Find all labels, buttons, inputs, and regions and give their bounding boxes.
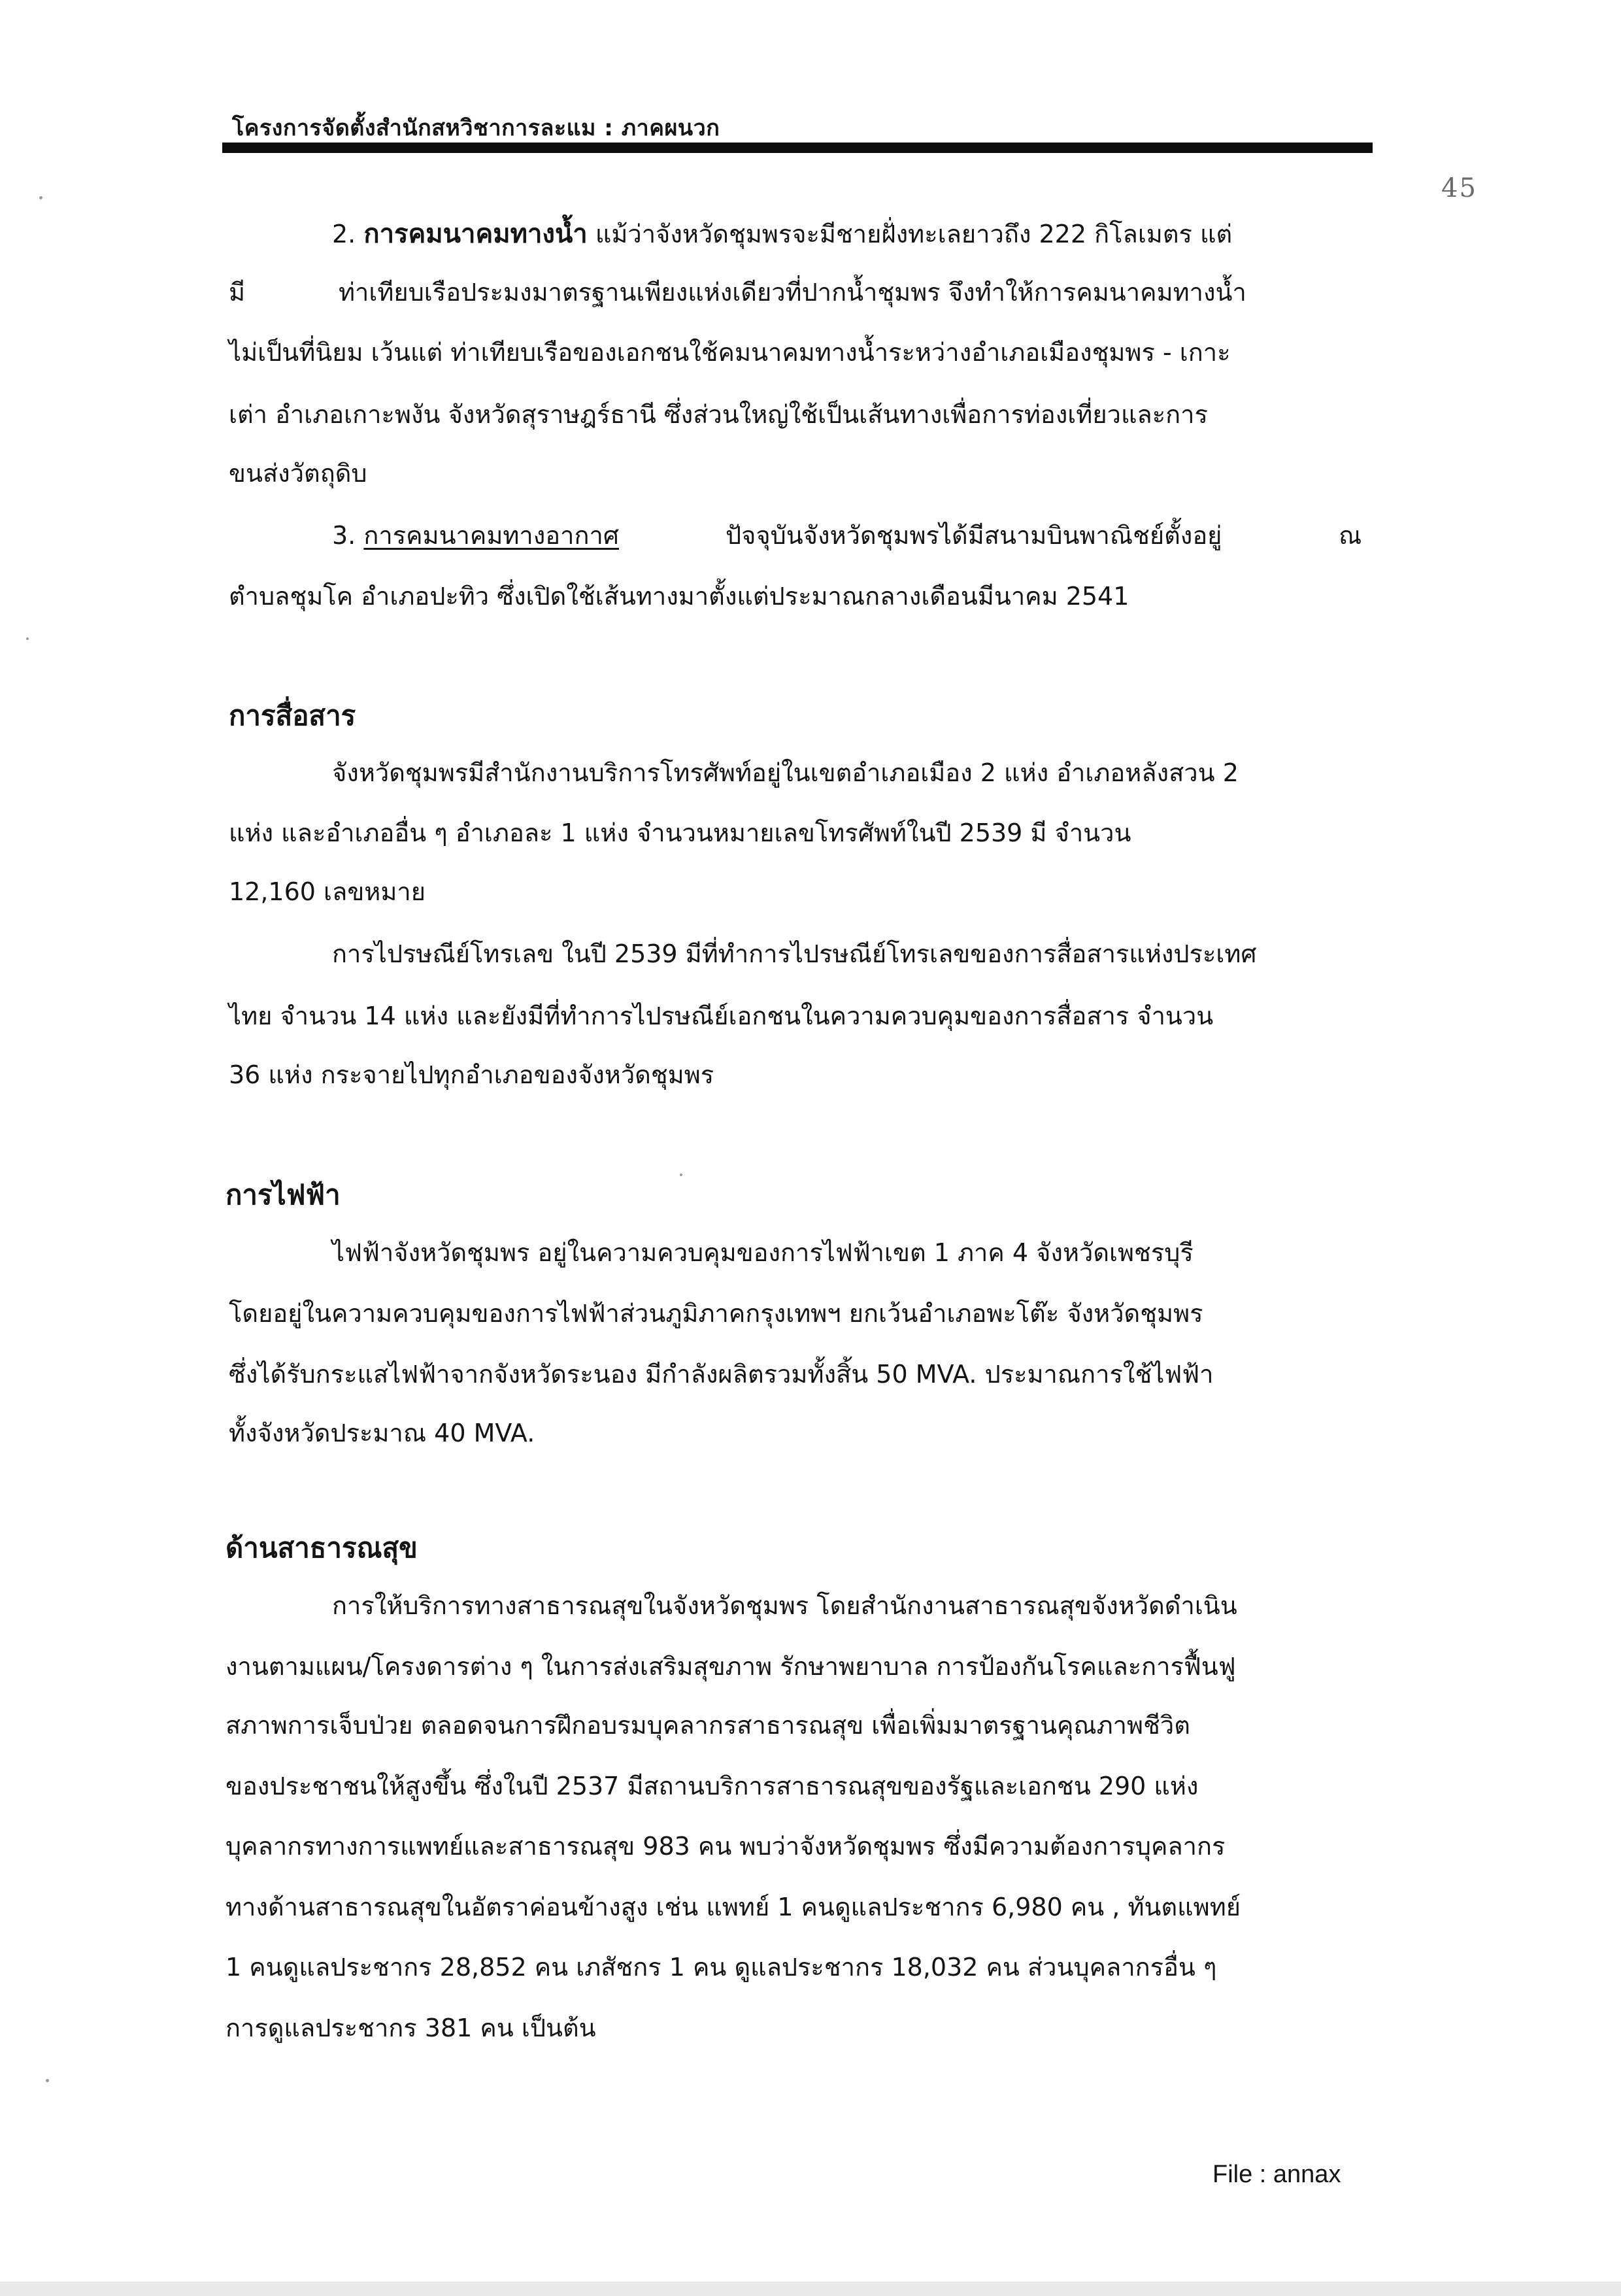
air-transport-line-1 bbox=[332, 523, 619, 548]
communication-p1-line-1: จังหวัดชุมพรมีสำนักงานบริการโทรศัพท์อยู่ในเขตอำเภอเมือง 2 แห่ง อำเภอหลังสวน 2 bbox=[332, 758, 1239, 787]
electricity-line-3: ซึ่งได้รับกระแสไฟฟ้าจากจังหวัดระนอง มีกำลังผลิตรวมทั้งสิ้น 50 MVA. ประมาณการใช้ไฟฟ้า bbox=[229, 1360, 1214, 1389]
item-number: 3. bbox=[332, 521, 356, 550]
running-header: โครงการจัดตั้งสำนักสหวิชาการละแม : ภาคผนวก bbox=[232, 115, 720, 141]
water-transport-line-2a: มี bbox=[229, 278, 246, 307]
water-transport-title: การคมนาคมทางน้ำ bbox=[363, 219, 588, 249]
electricity-heading: การไฟฟ้า bbox=[226, 1179, 341, 1211]
electricity-line-1: ไฟฟ้าจังหวัดชุมพร อยู่ในความควบคุมของการไฟฟ้าเขต 1 ภาค 4 จังหวัดเพชรบุรี bbox=[332, 1238, 1194, 1267]
water-transport-line-1 bbox=[332, 221, 1232, 247]
public-health-line-7: 1 คนดูแลประชากร 28,852 คน เภสัชกร 1 คน ดูแลประชากร 18,032 คน ส่วนบุคลากรอื่น ๆ bbox=[226, 1953, 1217, 1982]
scan-speck bbox=[46, 2079, 49, 2082]
public-health-line-5: บุคลากรทางการแพทย์และสาธารณสุข 983 คน พบว่าจังหวัดชุมพร ซึ่งมีความต้องการบุคลากร bbox=[226, 1832, 1226, 1861]
header-rule bbox=[222, 143, 1373, 153]
public-health-line-2: งานตามแผน/โครงดารต่าง ๆ ในการส่งเสริมสุขภาพ รักษาพยาบาล การป้องกันโรคและการฟื้นฟู bbox=[226, 1652, 1236, 1681]
communication-p1-line-2: แห่ง และอำเภออื่น ๆ อำเภอละ 1 แห่ง จำนวนหมายเลขโทรศัพท์ในปี 2539 มี จำนวน bbox=[229, 819, 1131, 847]
water-transport-line-3: ไม่เป็นที่นิยม เว้นแต่ ท่าเทียบเรือของเอกชนใช้คมนาคมทางน้ำระหว่างอำเภอเมืองชุมพร - เกาะ bbox=[229, 338, 1231, 367]
air-transport-text: ปัจจุบันจังหวัดชุมพรได้มีสนามบินพาณิชย์ตั้งอยู่ bbox=[726, 521, 1222, 550]
public-health-line-8: การดูแลประชากร 381 คน เป็นต้น bbox=[226, 2014, 596, 2042]
communication-p2-line-3: 36 แห่ง กระจายไปทุกอำเภอของจังหวัดชุมพร bbox=[229, 1060, 714, 1089]
file-label: File : annax bbox=[1212, 2161, 1341, 2188]
air-transport-title: การคมนาคมทางอากาศ bbox=[363, 521, 619, 550]
electricity-line-2: โดยอยู่ในความควบคุมของการไฟฟ้าส่วนภูมิภาคกรุงเทพฯ ยกเว้นอำเภอพะโต๊ะ จังหวัดชุมพร bbox=[229, 1299, 1203, 1328]
public-health-line-3: สภาพการเจ็บป่วย ตลอดจนการฝึกอบรมบุคลากรสาธารณสุข เพื่อเพิ่มมาตรฐานคุณภาพชีวิต bbox=[226, 1711, 1190, 1740]
item-number: 2. bbox=[332, 220, 356, 248]
electricity-line-4: ทั้งจังหวัดประมาณ 40 MVA. bbox=[229, 1419, 535, 1447]
communication-p2-line-1: การไปรษณีย์โทรเลข ในปี 2539 มีที่ทำการไปรษณีย์โทรเลขของการสื่อสารแห่งประเทศ bbox=[332, 939, 1257, 968]
water-transport-line-4: เต่า อำเภอเกาะพงัน จังหวัดสุราษฎร์ธานี ซึ่งส่วนใหญ่ใช้เป็นเส้นทางเพื่อการท่องเที่ยวและการ bbox=[229, 400, 1208, 429]
water-transport-line-2b: ท่าเทียบเรือประมงมาตรฐานเพียงแห่งเดียวที่ปากน้ำชุมพร จึงทำให้การคมนาคมทางน้ำ bbox=[339, 278, 1246, 307]
page-number: 45 bbox=[1441, 173, 1477, 203]
scan-speck bbox=[680, 1173, 682, 1176]
air-transport-text-end: ณ bbox=[1339, 521, 1362, 550]
public-health-heading: ด้านสาธารณสุข bbox=[226, 1532, 418, 1564]
scan-speck bbox=[26, 637, 29, 640]
communication-p2-line-2: ไทย จำนวน 14 แห่ง และยังมีที่ทำการไปรษณีย์เอกชนในความควบคุมของการสื่อสาร จำนวน bbox=[229, 1002, 1214, 1030]
communication-p1-line-3: 12,160 เลขหมาย bbox=[229, 877, 426, 906]
air-transport-line-2: ตำบลชุมโค อำเภอปะทิว ซึ่งเปิดใช้เส้นทางมาตั้งแต่ประมาณกลางเดือนมีนาคม 2541 bbox=[229, 582, 1129, 611]
public-health-line-4: ของประชาชนให้สูงขึ้น ซึ่งในปี 2537 มีสถานบริการสาธารณสุขของรัฐและเอกชน 290 แห่ง bbox=[226, 1772, 1199, 1800]
public-health-line-1: การให้บริการทางสาธารณสุขในจังหวัดชุมพร โดยสำนักงานสาธารณสุขจังหวัดดำเนิน bbox=[332, 1591, 1237, 1620]
public-health-line-6: ทางด้านสาธารณสุขในอัตราค่อนข้างสูง เช่น แพทย์ 1 คนดูแลประชากร 6,980 คน , ทันตแพทย์ bbox=[226, 1893, 1241, 1921]
water-transport-line-5: ขนส่งวัตถุดิบ bbox=[229, 459, 367, 488]
communication-heading: การสื่อสาร bbox=[229, 700, 356, 732]
scan-bottom-edge bbox=[0, 2282, 1621, 2296]
water-transport-text: แม้ว่าจังหวัดชุมพรจะมีชายฝั่งทะเลยาวถึง 222 กิโลเมตร แต่ bbox=[595, 220, 1233, 248]
scan-speck bbox=[39, 196, 42, 199]
